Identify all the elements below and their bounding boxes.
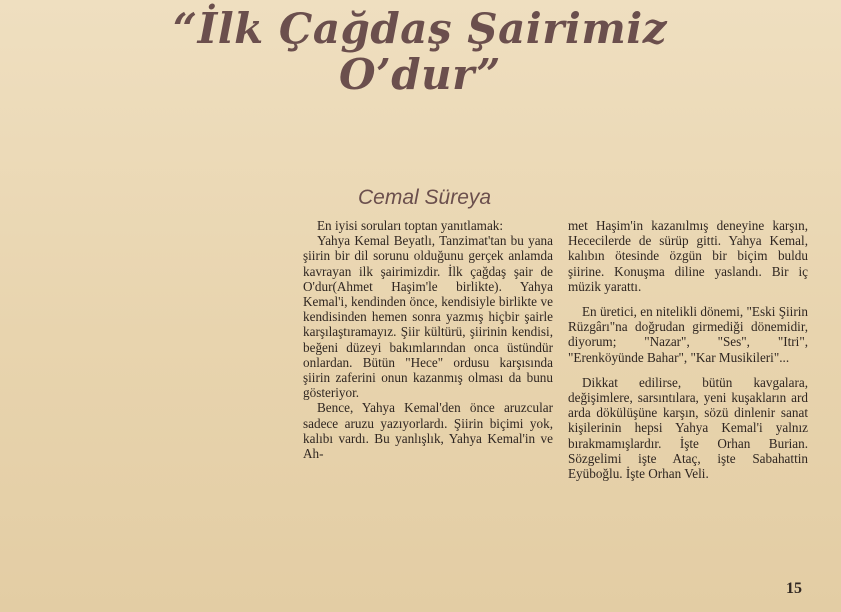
text-column-right xyxy=(568,218,808,481)
paragraph: Yahya Kemal Beyatlı, Tanzimat'tan bu yana şiirin bir dil sorunu olduğunu gerçek anlamda kavrayan ilk şairimizdir. İlk çağdaş şair de O'dur(Ahmet Haşim'le birlikte). Yahya Kemal'i, kendinden önce, kendisiyle birlikte ve kendisinden hemen sonra yazmış hiçbir şairle karşılaştıramayız. Şiir kültürü, şiirinin kendisi, beğeni düzeyi bakımlarından onca üstündür onlardan. Bütün "Hece" ordusu karşısında şiirin zaferini onun kazanmış olması da bunu gösteriyor. xyxy=(303,233,553,401)
headline-line-1: “İlk Çağdaş Şairimiz xyxy=(172,4,668,53)
paragraph: En iyisi soruları toptan yanıtlamak: xyxy=(317,218,504,233)
headline-line-2: O’dur” xyxy=(339,50,501,99)
text-column-left xyxy=(303,218,553,461)
paragraph: Bence, Yahya Kemal'den önce aruzcular sadece aruzu yazıyorlardı. Şiirin biçimi yok, kalıbı vardı. Bu yanlışlık, Yahya Kemal'in ve Ah- xyxy=(303,400,553,462)
paragraph: Dikkat edilirse, bütün kavgalara, değişimlere, sarsıntılara, yeni kuşakların ard arda dökülüşüne karşın, sözü dinlenir sanat kişilerinin hepsi Yahya Kemal'i yalnız bırakmamışlardır. İşte Orhan Burian. Sözgelimi işte Ataç, işte Sabahattin Eyüboğlu. İşte Orhan Veli. xyxy=(568,374,808,482)
author-byline: Cemal Süreya xyxy=(358,186,492,209)
paragraph: met Haşim'in kazanılmış deneyine karşın, Hececilerde de sürüp gitti. Yahya Kemal, kalıbın ötesinde özgün bir biçim buldu şiirine. Konuşma diline yaslandı. Bir iç müzik yarattı. xyxy=(568,218,808,294)
article-headline xyxy=(140,6,700,98)
page-number: 15 xyxy=(786,580,802,597)
paragraph: En üretici, en nitelikli dönemi, "Eski Şiirin Rüzgârı"na doğrudan girmediği dönemidir, diyorum; "Nazar", "Ses", "Itri", "Erenköyünde Bahar", "Kar Musikileri"... xyxy=(568,304,808,365)
